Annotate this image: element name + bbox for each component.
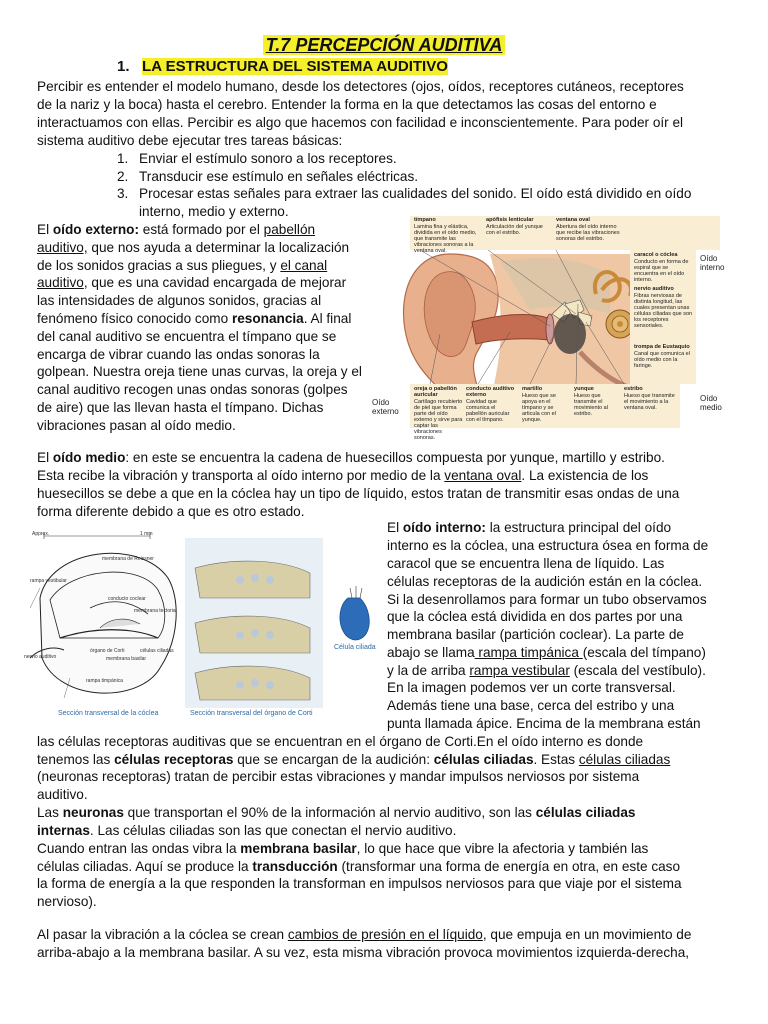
intro-line: sistema auditivo debe ejecutar tres tareas básicas: <box>37 133 343 148</box>
label-oreja: oreja o pabellón auricular Cartílago recubierto de piel que forma parte del oído externo y sirve para captar las vibraciones sonoras. <box>414 386 463 441</box>
text-line: auditivo. <box>37 787 88 802</box>
cochlea-illustration <box>30 528 380 723</box>
label-oido-medio: Oído medio <box>700 394 722 412</box>
section-heading: 1. LA ESTRUCTURA DEL SISTEMA AUDITIVO <box>117 58 448 75</box>
text-line: tenemos las células receptoras que se encargan de la audición: células ciliadas. Estas células ciliadas <box>37 752 671 767</box>
label-oido-externo: Oído externo <box>372 398 399 416</box>
text-line: Cuando entran las ondas vibra la membrana basilar, lo que hace que vibre la afectoria y también las <box>37 841 649 856</box>
intro-line: interactuamos con ellas. Percibir es algo que hacemos con facilidad e inconscientemente. Para poder oír el <box>37 115 684 130</box>
caption-corti: Sección transversal del órgano de Corti <box>190 710 313 717</box>
intro-line: de la nariz y la boca) hasta el cerebro. Entender la forma en la que detectamos las cosas del entorno e <box>37 97 657 112</box>
caption-cell: Célula ciliada <box>334 644 376 651</box>
caption-cochlea: Sección transversal de la cóclea <box>58 710 159 717</box>
label-coclea: caracol o cóclea Conducto en forma de espiral que se encuentra en el oído interno. <box>634 252 689 283</box>
label-estribo: estribo Hueso que transmite el movimiento a la ventana oval. <box>624 386 675 411</box>
label-yunque: yunque Hueso que transmite el movimiento al estribo. <box>574 386 608 417</box>
text-line: las células receptoras auditivas que se encuentran en el órgano de Corti.En el oído interno es donde <box>37 734 644 749</box>
text-line: células ciliadas. Aquí se produce la transducción (transformar una forma de energía en otra, en este caso <box>37 859 681 874</box>
label-apofisis: apófisis lenticular Articulación del yunque con el estribo. <box>486 217 543 236</box>
label-conducto: conducto auditivo externo Cavidad que comunica el pabellón auricular con el tímpano. <box>466 386 515 423</box>
page-title: T.7 PERCEPCIÓN AUDITIVA <box>0 35 768 56</box>
label-oido-interno: Oído interno <box>700 254 725 272</box>
label-nervio-auditivo: nervio auditivo Fibras nerviosas de distinta longitud, las cuales presentan unas células ciliadas que son los receptores sensoriales. <box>634 286 693 329</box>
text-line: Al pasar la vibración a la cóclea se crean cambios de presión en el líquido, que empuja en un movimiento de <box>37 927 692 942</box>
intro-line: Percibir es entender el modelo humano, desde los detectores (ojos, oídos, receptores cutáneos, receptores <box>37 79 684 94</box>
document-page: T.7 PERCEPCIÓN AUDITIVA 1. LA ESTRUCTURA DEL SISTEMA AUDITIVO Percibir es entender el modelo humano, desde los detectores (ojos, oídos, receptores cutáneos, receptores de la nariz y la boca) hasta el cerebro. Entender la forma en la que detectamos las cosas del entorno e interactuamos con ellas. Percibir es algo que hacemos con facilidad e inconscientemente. Para poder oír el sistema auditivo debe ejecutar tres tareas básicas: 1. Enviar el estímulo sonoro a los receptores. 2. Transducir ese estímulo en señales eléctricas. 3. Procesar estas señales para extraer las cualidades del sonido. El oído está dividido en oído interno, medio y externo. El oído externo: está formado por el pabellón auditivo, que nos ayuda a determinar la localización de los sonidos gracias a sus pliegues, y el canal auditivo, que es una cavidad encargada de mejorar las intensidades de algunos sonidos, gracias al fenómeno físico conocido como resonancia. Al final del canal auditivo se encuentra el tímpano que se encarga de vibrar cuando las ondas sonoras la golpean. Nuestra oreja tiene unas curvas, la oreja y el canal auditivo recogen unas ondas sonoras (golpes de aire) que las llevan hasta el tímpano. Dichas vibraciones pasan al oído medio. tímpano Lamina fina y elástica, dividida en el oído medio, que transmite las vibraciones sonoras a la ventana oval. apófisis lenticular Articulación del yunque con el estribo. ventana oval Abertura del oído interno que recibe las vibraciones sonoras del estribo. caracol o cóclea Conducto en forma de espiral que se encuentra en el oído interno. nervio auditivo Fibras nerviosas de distinta longitud, las cuales presentan unas células ciliadas que son los receptores sensoriales. trompa de Eustaquio Canal que comunica el oído medio con la faringe. oreja o pabellón auricular Cartílago recubierto de piel que forma parte del oído externo y sirve para captar las vibraciones sonoras. conducto auditivo externo Cavidad que comunica el pabellón auricular con el tímpano. martillo Hueso que se apoya en el tímpano y se articula con el yunque. yunque Hueso que transmite el movimiento al estribo. estribo Hueso que transmite el movimiento a la ventana oval. Oído interno Oído externo Oído medio El oído medio: en este se encuentra la cadena de huesecillos compuesta por yunque, martillo y estribo. Esta recibe la vibración y transporta al oído interno por medio de la ventana oval. La existencia de los huesecillos se debe a que en la cóclea hay un tipo de líquido, estos tratan de transmitir esas ondas de una forma diferente debido a que es otro estado. Approx. 1 mm rampa vestibular membrana de Reissner conducto coclear membrana tectoria órgano de Corti membrana basilar células ciliadas rampa timpánica nervio auditivo Sección transversal de la cóclea Sección transversal del órgano de Corti Célula ciliada El oído interno: la estructura principal del oído interno es la cóclea, una estructura ósea en forma de caracol que se encuentra llena de líquido. Las células receptoras de la audición están en la cóclea. Si la desenrollamos para formar un tubo observamos que la cóclea está dividida en dos partes por una membrana basilar (partición coclear). La parte de abajo se llama rampa timpánica (escala del tímpano) y la de arriba rampa vestibular (escala del vestíbulo). En la imagen podemos ver un corte transversal. Además tiene una base, cerca del estribo y una punta llamada ápice. Encima de la membrana están las células receptoras auditivas que se encuentran en el órgano de Corti.En el oído interno es donde tenemos las células receptoras que se encargan de la audición: células ciliadas. Estas células ciliadas (neuronas receptoras) tratan de percibir estas vibraciones y mandar impulsos nerviosos por sistema auditivo. Las neuronas que transportan el 90% de la información al nervio auditivo, son las células ciliadas internas. Las células ciliadas son las que conectan el nervio auditivo. Cuando entran las ondas vibra la membrana basilar, lo que hace que vibre la afectoria y también las células ciliadas. Aquí se produce la transducción (transformar una forma de energía en otra, en este caso la forma de energía a la que responden la transforman en impulsos nerviosos para que viaje por el sistema nervioso). Al pasar la vibración a la cóclea se crean cambios de presión en el líquido, que empuja en un movimiento de arriba-abajo a la membrana basilar. A su vez, esta misma vibración provoca movimientos izquierda-derecha, <box>0 0 768 1024</box>
list-item: 2. Transducir ese estímulo en señales eléctricas. <box>117 169 419 184</box>
cochlea-figure: Approx. 1 mm rampa vestibular membrana de Reissner conducto coclear membrana tectoria órgano de Corti membrana basilar células ciliadas rampa timpánica nervio auditivo Sección transversal de la cóclea Sección transversal del órgano de Corti Célula ciliada <box>30 528 380 723</box>
text-line: (neuronas receptoras) tratan de percibir estas vibraciones y mandar impulsos nerviosos por sistema <box>37 769 640 784</box>
label-martillo: martillo Hueso que se apoya en el tímpano y se articula con el yunque. <box>522 386 556 423</box>
text-line: Las neuronas que transportan el 90% de la información al nervio auditivo, son las células ciliadas <box>37 805 636 820</box>
list-item: interno, medio y externo. <box>139 204 289 219</box>
label-ventana-oval: ventana oval Abertura del oído interno que recibe las vibraciones sonoras del estribo. <box>556 217 620 242</box>
label-timpano: tímpano Lamina fina y elástica, dividida en el oído medio, que transmite las vibraciones sonoras a la ventana oval. <box>414 217 477 254</box>
label-trompa: trompa de Eustaquio Canal que comunica el oído medio con la faringe. <box>634 344 690 369</box>
text-line: nervioso). <box>37 894 97 909</box>
text-line: arriba-abajo a la membrana basilar. A su vez, esta misma vibración provoca movimientos izquierda-derecha, <box>37 945 690 960</box>
text-line: internas. Las células ciliadas son las que conectan el nervio auditivo. <box>37 823 457 838</box>
list-item: 1. Enviar el estímulo sonoro a los receptores. <box>117 151 397 166</box>
list-item: 3. Procesar estas señales para extraer las cualidades del sonido. El oído está dividido en oído <box>117 186 692 201</box>
text-line: la forma de energía a la que responden la transforman en impulsos nerviosos para que viaje por el sistema <box>37 876 682 891</box>
ear-anatomy-figure <box>372 214 726 441</box>
